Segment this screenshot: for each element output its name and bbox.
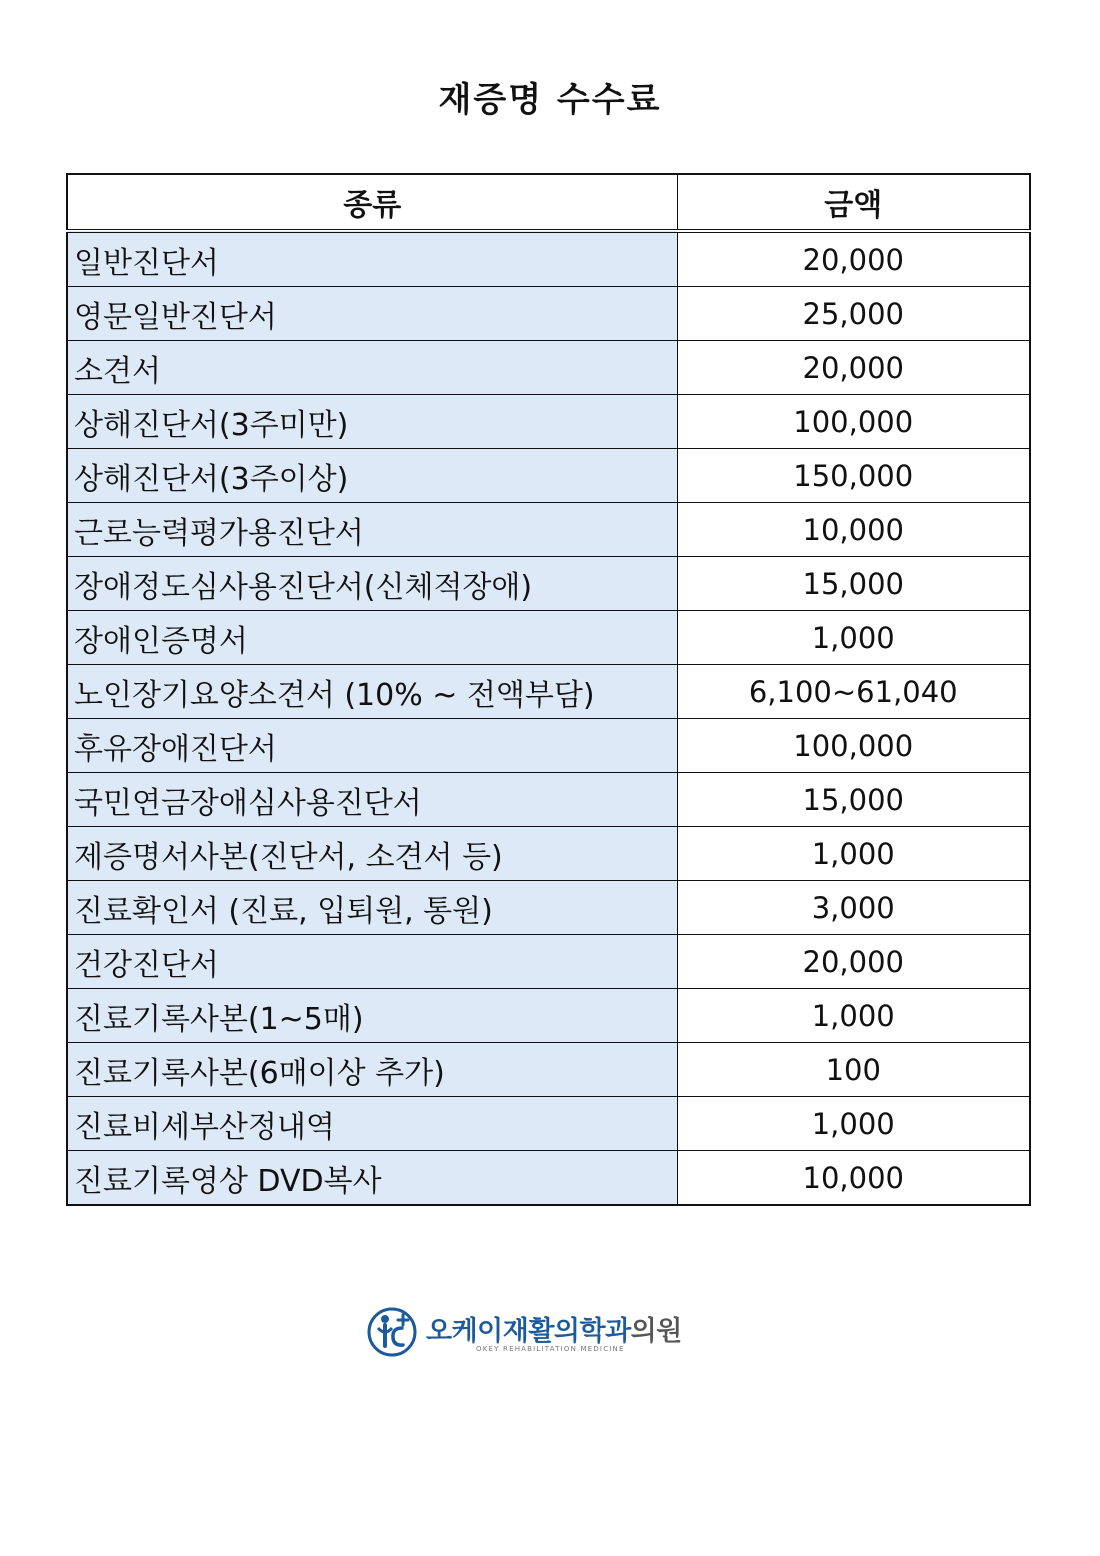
fee-amount-cell: 10,000 (677, 1151, 1030, 1206)
fee-amount-cell: 1,000 (677, 1097, 1030, 1151)
fee-type-cell: 영문일반진단서 (67, 287, 677, 341)
fee-amount-cell: 1,000 (677, 611, 1030, 665)
fee-amount-cell: 100,000 (677, 395, 1030, 449)
fee-amount-cell: 10,000 (677, 503, 1030, 557)
table-row (67, 773, 1030, 827)
fee-amount-cell: 150,000 (677, 449, 1030, 503)
table-row (67, 719, 1030, 773)
fee-type-cell: 상해진단서(3주미만) (67, 395, 677, 449)
fee-amount-cell: 1,000 (677, 989, 1030, 1043)
column-header-type: 종류 (67, 174, 677, 231)
fee-type-cell: 근로능력평가용진단서 (67, 503, 677, 557)
table-row (67, 827, 1030, 881)
table-row (67, 665, 1030, 719)
table-row (67, 1043, 1030, 1097)
table-row (67, 231, 1030, 287)
fee-type-cell: 진료기록영상 DVD복사 (67, 1151, 677, 1206)
table-row (67, 1097, 1030, 1151)
table-header-row (67, 174, 1030, 231)
clinic-name (426, 1309, 682, 1348)
fee-type-cell: 진료비세부산정내역 (67, 1097, 677, 1151)
clinic-name-primary: 오케이재활의학과 (426, 1316, 631, 1347)
fee-type-cell: 소견서 (67, 341, 677, 395)
fee-amount-cell: 20,000 (677, 341, 1030, 395)
fee-amount-cell: 25,000 (677, 287, 1030, 341)
fee-type-cell: 장애정도심사용진단서(신체적장애) (67, 557, 677, 611)
table-row (67, 935, 1030, 989)
fee-amount-cell: 20,000 (677, 231, 1030, 287)
clinic-logo (366, 1303, 682, 1363)
table-row (67, 503, 1030, 557)
fee-amount-cell: 20,000 (677, 935, 1030, 989)
fee-type-cell: 일반진단서 (67, 231, 677, 287)
table-row (67, 341, 1030, 395)
fee-amount-cell: 1,000 (677, 827, 1030, 881)
fee-type-cell: 후유장애진단서 (67, 719, 677, 773)
table-row (67, 989, 1030, 1043)
page-title: 재증명 수수료 (438, 80, 662, 120)
clinic-english-name: OKEY REHABILITATION MEDICINE (476, 1345, 625, 1353)
table-row (67, 449, 1030, 503)
table-row (67, 395, 1030, 449)
table-row (67, 611, 1030, 665)
clinic-logo-mark-icon (366, 1306, 418, 1358)
fee-type-cell: 상해진단서(3주이상) (67, 449, 677, 503)
fee-type-cell: 진료기록사본(1~5매) (67, 989, 677, 1043)
table-row (67, 881, 1030, 935)
fee-type-cell: 진료기록사본(6매이상 추가) (67, 1043, 677, 1097)
fee-type-cell: 건강진단서 (67, 935, 677, 989)
table-row (67, 557, 1030, 611)
clinic-name-secondary: 의원 (630, 1316, 682, 1347)
column-header-amount: 금액 (677, 174, 1030, 231)
fee-type-cell: 장애인증명서 (67, 611, 677, 665)
fee-amount-cell: 3,000 (677, 881, 1030, 935)
fee-amount-cell: 15,000 (677, 557, 1030, 611)
fee-amount-cell: 15,000 (677, 773, 1030, 827)
fee-type-cell: 국민연금장애심사용진단서 (67, 773, 677, 827)
fee-type-cell: 제증명서사본(진단서, 소견서 등) (67, 827, 677, 881)
fee-type-cell: 진료확인서 (진료, 입퇴원, 통원) (67, 881, 677, 935)
fee-amount-cell: 100,000 (677, 719, 1030, 773)
fee-table (66, 173, 1031, 1206)
fee-amount-cell: 6,100~61,040 (677, 665, 1030, 719)
table-row (67, 1151, 1030, 1206)
fee-amount-cell: 100 (677, 1043, 1030, 1097)
fee-type-cell: 노인장기요양소견서 (10% ~ 전액부담) (67, 665, 677, 719)
table-row (67, 287, 1030, 341)
